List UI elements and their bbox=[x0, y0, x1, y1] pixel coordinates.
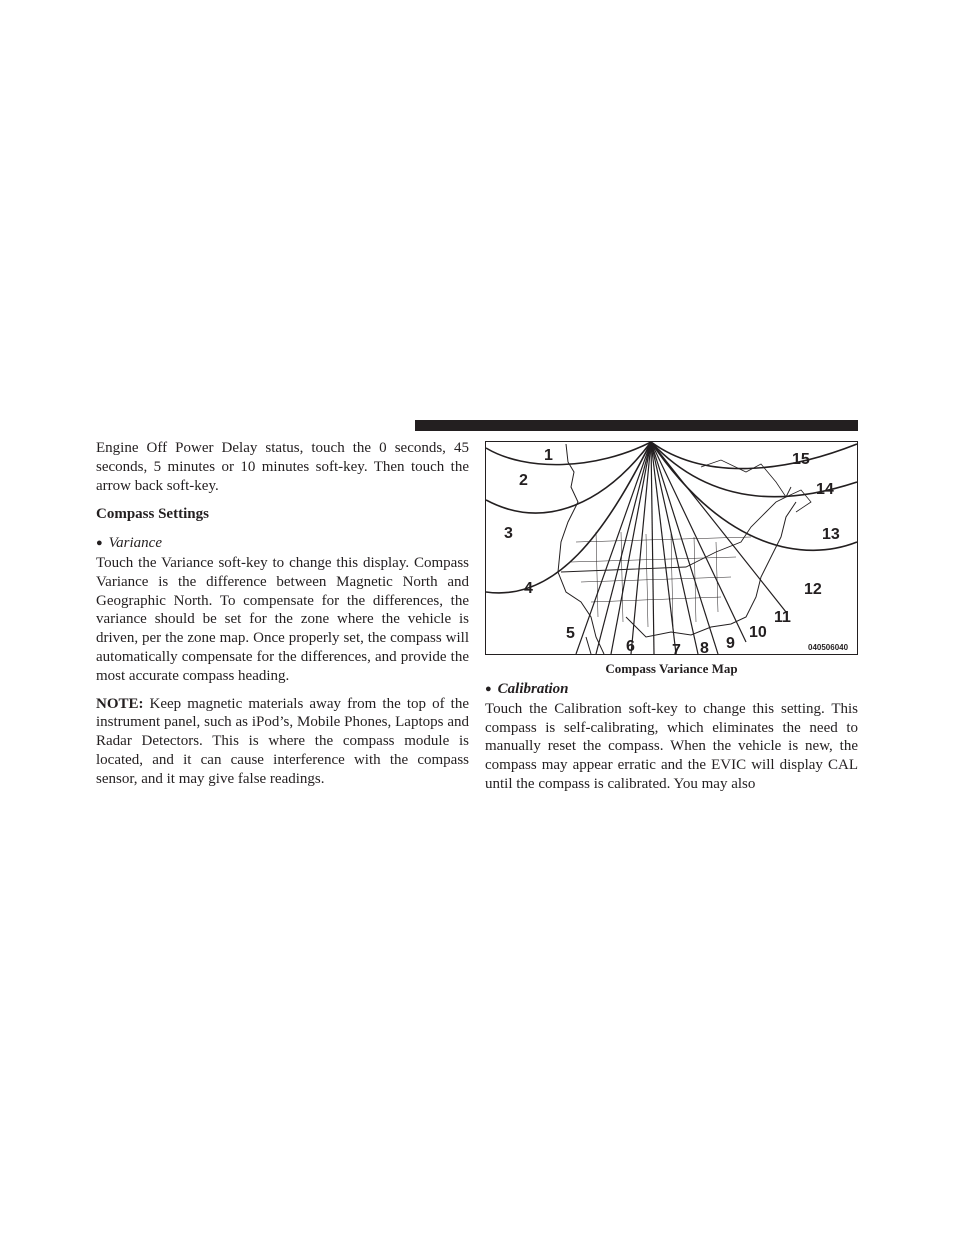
zone-label: 3 bbox=[504, 525, 513, 542]
zone-label: 11 bbox=[774, 609, 791, 626]
bullet-icon: ● bbox=[485, 683, 492, 695]
state-borders bbox=[571, 532, 751, 627]
west-coast-outline bbox=[558, 444, 604, 654]
zone-label: 12 bbox=[804, 581, 822, 598]
border-outline bbox=[561, 487, 791, 572]
note-text: Keep magnetic materials away from the top of the instrument panel, such as iPod’s, Mobile Phones, Laptops and Radar Detectors. This is where the compass module is located, and it can cause interference with the compass sensor, and it may give false readings. bbox=[96, 695, 469, 787]
zone-label: 1 bbox=[544, 447, 553, 464]
zone-label: 10 bbox=[749, 624, 767, 641]
intro-paragraph: Engine Off Power Delay status, touch the 0 seconds, 45 seconds, 5 minutes or 10 minutes soft-key. Then touch the arrow back soft-key. bbox=[96, 440, 469, 494]
variance-bullet bbox=[96, 534, 469, 554]
zone-label: 15 bbox=[792, 451, 810, 468]
zone-label: 13 bbox=[822, 526, 840, 543]
variance-paragraph: Touch the Variance soft-key to change this display. Compass Variance is the difference between Magnetic North and Geographic North. To compensate for the differences, the variance should be set for the zone where the vehicle is driven, per the zone map. Once properly set, the compass will automatically compensate for the differences, and provide the most accurate compass heading. bbox=[96, 554, 469, 684]
zone-boundary-arc bbox=[486, 442, 651, 465]
bullet-icon: ● bbox=[96, 537, 103, 550]
right-column bbox=[485, 441, 858, 794]
zone-label: 9 bbox=[726, 635, 735, 652]
calibration-paragraph: Touch the Calibration soft-key to change this setting. This compass is self-calibrating, which eliminates the need to manually reset the compass. When the vehicle is new, the compass may appear erratic and the EVIC will display CAL until the compass is calibrated. You may also bbox=[485, 700, 858, 792]
zone-radial-lines bbox=[576, 442, 786, 654]
variance-label: Variance bbox=[108, 535, 162, 552]
compass-variance-map bbox=[485, 441, 858, 655]
zone-label: 6 bbox=[626, 638, 635, 654]
calibration-label: Calibration bbox=[497, 681, 569, 697]
zone-label: 7 bbox=[672, 642, 681, 654]
figure-caption: Compass Variance Map bbox=[605, 661, 738, 676]
note-label: NOTE: bbox=[96, 695, 144, 712]
figure-code: 040506040 bbox=[808, 643, 849, 652]
section-heading: Compass Settings bbox=[96, 506, 209, 523]
calibration-bullet bbox=[485, 680, 858, 700]
note-paragraph bbox=[96, 695, 469, 789]
zone-label: 14 bbox=[816, 481, 834, 498]
left-column bbox=[96, 439, 469, 789]
baja-outline bbox=[586, 637, 591, 654]
zone-label: 4 bbox=[524, 580, 533, 597]
zone-label: 8 bbox=[700, 640, 709, 654]
map-graphic bbox=[486, 442, 857, 654]
header-bar bbox=[415, 420, 858, 431]
zone-boundary-arc bbox=[651, 442, 857, 469]
zone-label: 2 bbox=[519, 472, 528, 489]
zone-label: 5 bbox=[566, 625, 575, 642]
